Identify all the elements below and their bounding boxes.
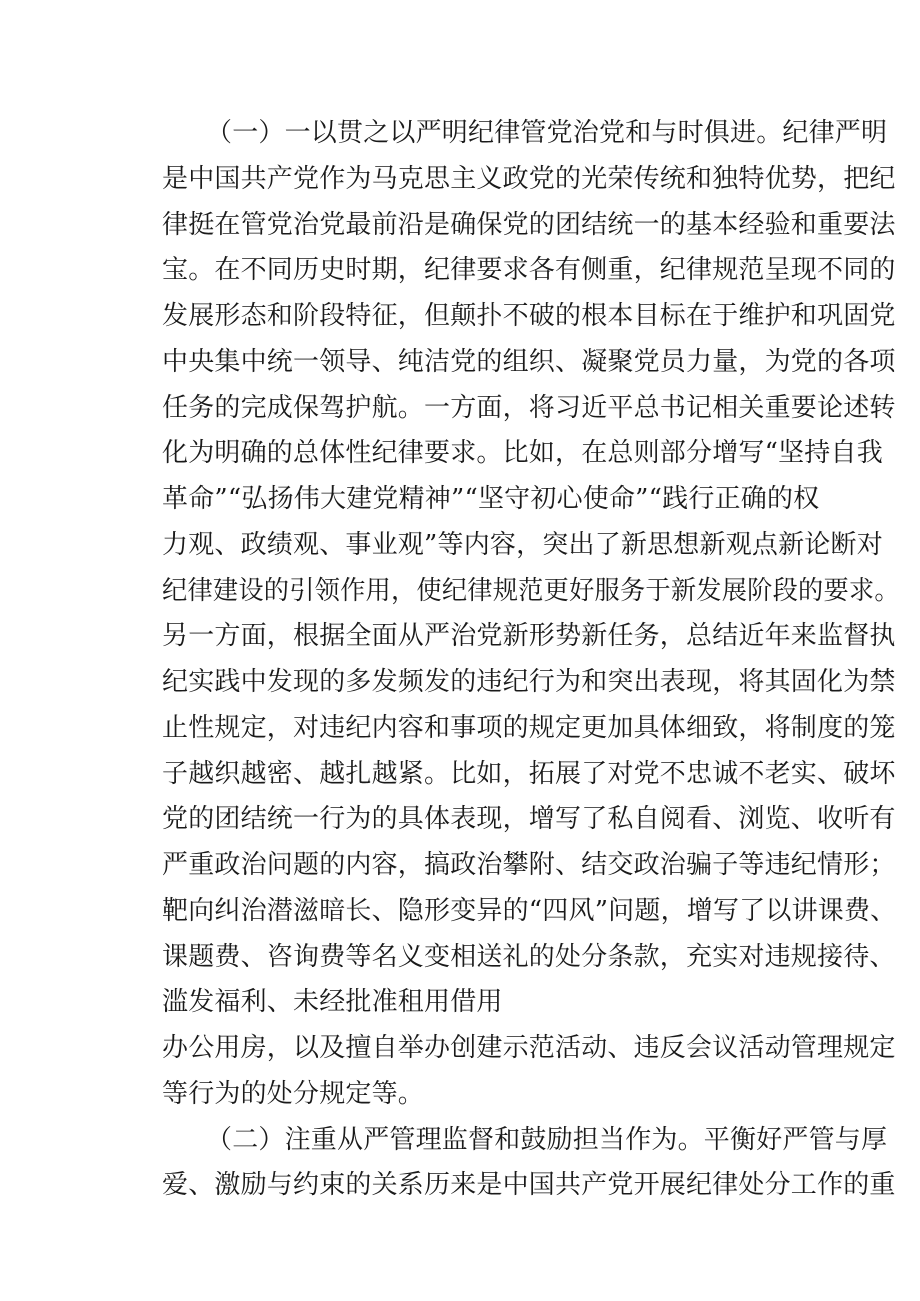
paragraph-1-line: 纪律建设的引领作用，使纪律规范更好服务于新发展阶段的要求。 [162, 576, 900, 606]
paragraph-1-line: 中央集中统一领导、纯洁党的组织、凝聚党员力量，为党的各项 [162, 347, 896, 377]
paragraph-1-line: 律挺在管党治党最前沿是确保党的团结统一的基本经验和重要法 [162, 210, 896, 240]
paragraph-1-heading-line: （一）一以贯之以严明纪律管党治党和与时俱进。纪律严明 [206, 118, 888, 148]
paragraph-1-line: 严重政治问题的内容，搞政治攀附、结交政治骗子等违纪情形； [162, 850, 896, 880]
paragraph-1-line: 纪实践中发现的多发频发的违纪行为和突出表现，将其固化为禁 [162, 667, 896, 697]
paragraph-1-line: 另一方面，根据全面从严治党新形势新任务，总结近年来监督执 [162, 621, 896, 651]
paragraph-1-line: 靶向纠治潜滋暗长、隐形变异的“四风”问题，增写了以讲课费、 [162, 896, 897, 926]
paragraph-1-line: 化为明确的总体性纪律要求。比如，在总则部分增写“坚持自我 [162, 438, 883, 468]
paragraph-1-line: 革命”“弘扬伟大建党精神”“坚守初心使命”“践行正确的权 [162, 484, 820, 514]
paragraph-1-line: 发展形态和阶段特征，但颠扑不破的根本目标在于维护和巩固党 [162, 301, 896, 331]
paragraph-1-line: 任务的完成保驾护航。一方面，将习近平总书记相关重要论述转 [162, 393, 896, 423]
paragraph-1-line: 是中国共产党作为马克思主义政党的光荣传统和独特优势，把纪 [162, 164, 896, 194]
paragraph-1-line: 子越织越密、越扎越紧。比如，拓展了对党不忠诚不老实、破坏 [162, 759, 896, 789]
paragraph-2-line: 爱、激励与约束的关系历来是中国共产党开展纪律处分工作的重 [162, 1170, 896, 1200]
paragraph-1-line: 办公用房，以及擅自举办创建示范活动、违反会议活动管理规定 [162, 1033, 896, 1063]
paragraph-2-heading-line: （二）注重从严管理监督和鼓励担当作为。平衡好严管与厚 [206, 1125, 888, 1155]
paragraph-1-line: 止性规定，对违纪内容和事项的规定更加具体细致，将制度的笼 [162, 713, 896, 743]
paragraph-1-line: 课题费、咨询费等名义变相送礼的处分条款，充实对违规接待、 [162, 942, 896, 972]
paragraph-1-line: 力观、政绩观、事业观”等内容，突出了新思想新观点新论断对 [162, 530, 883, 560]
paragraph-1-line: 党的团结统一行为的具体表现，增写了私自阅看、浏览、收听有 [162, 804, 896, 834]
paragraph-1-line: 宝。在不同历史时期，纪律要求各有侧重，纪律规范呈现不同的 [162, 255, 896, 285]
paragraph-1-line: 滥发福利、未经批准租用借用 [162, 987, 503, 1017]
paragraph-1-line: 等行为的处分规定等。 [162, 1079, 425, 1109]
